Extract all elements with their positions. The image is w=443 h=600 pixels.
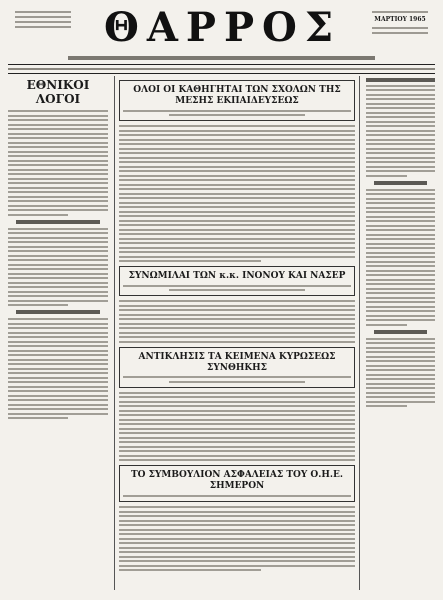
- left-column: [8, 76, 108, 590]
- masthead: [8, 6, 435, 58]
- right-subsection-head: [374, 330, 427, 334]
- publisher-box: [8, 8, 78, 48]
- tagline: [68, 56, 375, 60]
- newspaper-title: ΘΑΡΡΟΣ: [104, 4, 342, 51]
- right-subsection-head: [374, 181, 427, 185]
- subsection-head: [16, 310, 100, 314]
- second-headline-box: [119, 347, 355, 388]
- section-title: ΕΘΝΙΚΟΙ ΛΟΓΟΙ: [26, 78, 90, 106]
- right-section-head: [366, 78, 435, 82]
- right-column: [366, 76, 435, 590]
- subsection-head: [16, 220, 100, 224]
- middle-headline-box: [119, 266, 355, 296]
- bottom-headline: ΤΟ ΣΥΜΒΟΥΛΙΟΝ ΑΣΦΑΛΕΙΑΣ ΤΟΥ Ο.Η.Ε. ΣΗΜΕΡΟΝ: [130, 470, 344, 491]
- bottom-headline-box: [119, 465, 355, 502]
- top-headline-box: [119, 80, 355, 121]
- issue-date: ΜΑΡΤΙΟΥ 1965: [374, 16, 426, 23]
- second-headline: ΑΝΤΙΚΛΗΣΙΣ ΤΑ ΚΕΙΜΕΝΑ ΚΥΡΩΣΕΩΣ ΣΥΝΘΗΚΗΣ: [138, 351, 336, 373]
- top-headline: ΟΛΟΙ ΟΙ ΚΑΘΗΓΗΤΑΙ ΤΩΝ ΣΧΟΛΩΝ ΤΗΣ ΜΕΣΗΣ ΕΚΠΑΙΔΕΥΣΕΩΣ: [133, 85, 341, 106]
- issue-box: [365, 8, 435, 48]
- center-column: [114, 76, 360, 590]
- info-bar: [8, 64, 435, 74]
- middle-headline: ΣΥΝΩΜΙΛΑΙ ΤΩΝ κ.κ. ΙΝΟΝΟΥ ΚΑΙ ΝΑΣΕΡ: [128, 271, 346, 281]
